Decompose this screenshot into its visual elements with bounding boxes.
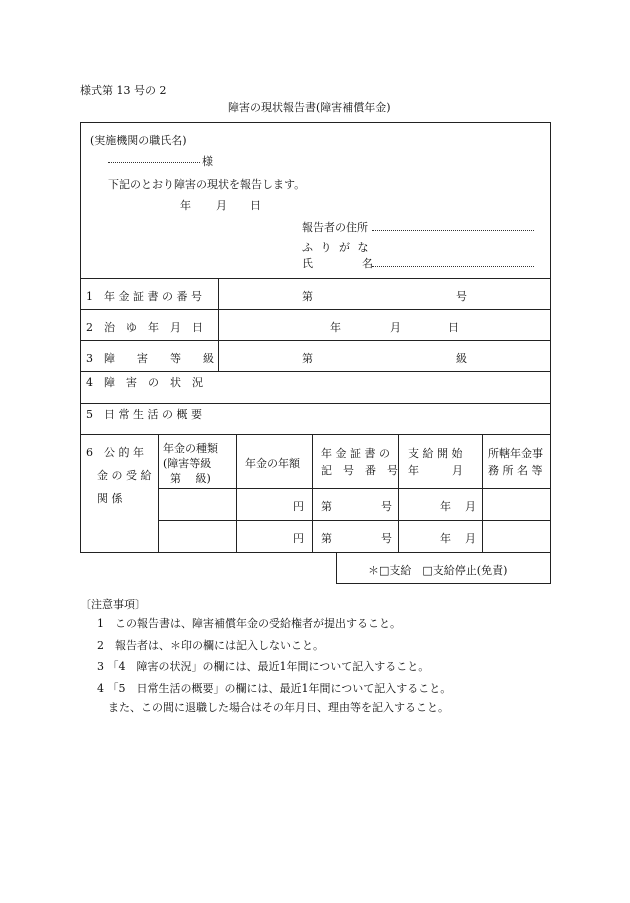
row1-label: 1 年 金 証 書 の 番 号: [86, 290, 202, 303]
form-number: 様式第 13 号の 2: [80, 84, 167, 97]
row2-day: 日: [448, 321, 459, 334]
note-item: 2 報告者は、＊印の欄には記入しないこと。: [97, 639, 324, 652]
row-divider: [80, 434, 551, 435]
column-divider: [236, 434, 237, 553]
col-type-line3: 第 級): [170, 472, 211, 485]
row-divider: [80, 278, 551, 279]
column-divider: [312, 434, 313, 553]
row-divider: [80, 371, 551, 372]
note-item: 3 「4 障害の状況」の欄には、最近1年間について記入すること。: [97, 660, 430, 673]
row1-cert-suffix: 号: [381, 500, 392, 513]
furigana-label: ふ り が な: [302, 241, 371, 254]
official-name-label: (実施機関の職氏名): [90, 134, 187, 147]
row2-year: 年: [330, 321, 341, 334]
notes-heading: 〔注意事項〕: [80, 598, 146, 611]
col-type-line2: (障害等級: [163, 457, 212, 470]
row5-label: 5 日 常 生 活 の 概 要: [86, 408, 202, 421]
row1-start-month: 月: [465, 500, 476, 513]
office-use-checkboxes[interactable]: ＊□支給 □支給停止(免責): [368, 564, 508, 577]
col-start-line2: 年 月: [408, 464, 463, 477]
column-divider: [482, 434, 483, 553]
row-divider: [158, 520, 551, 521]
date-month-label: 月: [216, 199, 227, 212]
note-item: 4 「5 日常生活の概要」の欄には、最近1年間について記入すること。: [97, 682, 452, 695]
page-title: 障害の現状報告書(障害補償年金): [228, 101, 391, 114]
row-divider: [80, 340, 551, 341]
col-office-line2: 務 所 名 等: [488, 464, 543, 477]
row3-prefix: 第: [302, 352, 313, 365]
row1-prefix: 第: [302, 290, 313, 303]
row1-suffix: 号: [456, 290, 467, 303]
row2-month: 月: [390, 321, 401, 334]
col-start-line1: 支 給 開 始: [408, 447, 463, 460]
row-divider: [80, 403, 551, 404]
statement-text: 下記のとおり障害の現状を報告します。: [108, 178, 306, 191]
col-office-line1: 所轄年金事: [488, 447, 543, 460]
col-cert-line1: 年 金 証 書 の: [321, 447, 390, 460]
date-day-label: 日: [250, 199, 261, 212]
name-label-second: 名: [362, 257, 373, 270]
pension-label-line1: 6 公 的 年: [86, 446, 144, 459]
note-item: 1 この報告書は、障害補償年金の受給権者が提出すること。: [97, 617, 401, 630]
column-divider: [158, 434, 159, 553]
col-cert-line2: 記 号 番 号: [321, 464, 398, 477]
date-year-label: 年: [180, 199, 191, 212]
row3-label: 3 障 害 等 級: [86, 352, 214, 365]
row2-start-month: 月: [465, 532, 476, 545]
row2-start-year: 年: [440, 532, 451, 545]
pension-label-line2: 金 の 受 給: [97, 469, 152, 482]
row1-yen: 円: [293, 500, 304, 513]
column-divider: [218, 278, 219, 371]
col-amount-header: 年金の年額: [245, 457, 300, 470]
row-divider: [80, 309, 551, 310]
honorific-label: 様: [202, 155, 213, 168]
address-line[interactable]: [372, 230, 534, 231]
row2-cert-prefix: 第: [321, 532, 332, 545]
pension-label-line3: 関 係: [97, 492, 123, 505]
row4-label: 4 障 害 の 状 況: [86, 376, 203, 389]
row1-start-year: 年: [440, 500, 451, 513]
note-continuation: また、この間に退職した場合はその年月日、理由等を記入すること。: [108, 701, 449, 714]
row2-cert-suffix: 号: [381, 532, 392, 545]
col-type-line1: 年金の種類: [163, 442, 218, 455]
column-divider: [398, 434, 399, 553]
row-divider: [158, 488, 551, 489]
row2-yen: 円: [293, 532, 304, 545]
row1-cert-prefix: 第: [321, 500, 332, 513]
address-label: 報告者の住所: [302, 221, 368, 234]
row2-label: 2 治 ゆ 年 月 日: [86, 321, 203, 334]
name-line[interactable]: [372, 266, 534, 267]
name-label-first: 氏: [302, 257, 313, 270]
official-name-line[interactable]: [108, 162, 200, 163]
row3-suffix: 級: [456, 352, 467, 365]
